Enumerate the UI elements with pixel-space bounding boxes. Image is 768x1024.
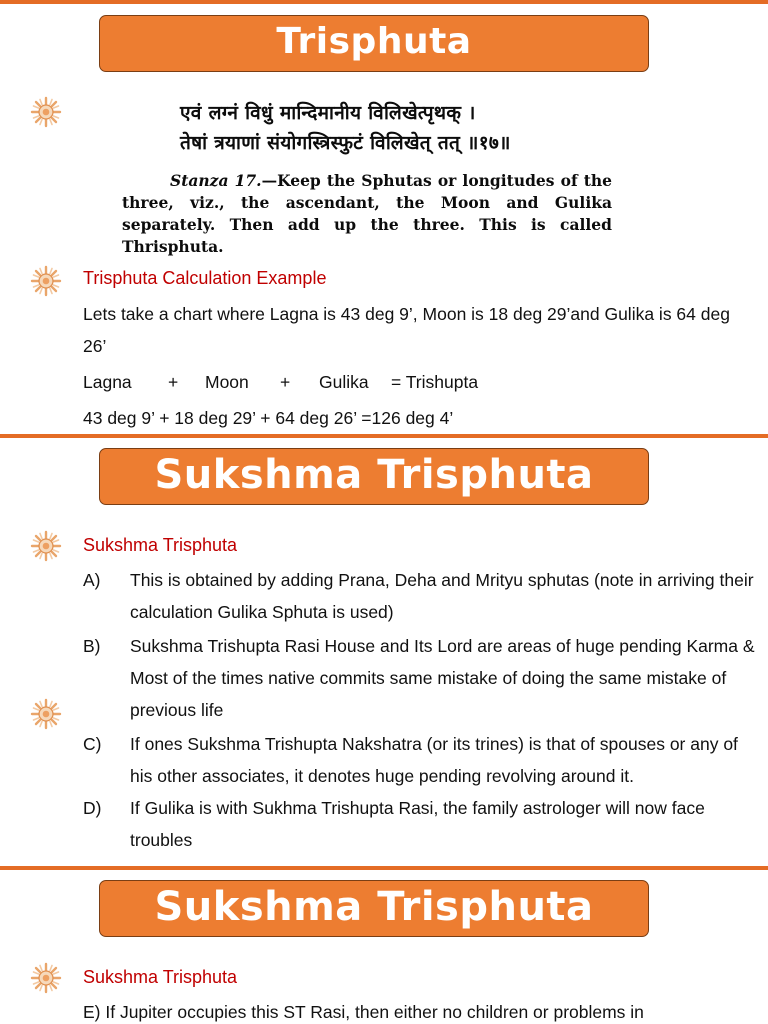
- slide3-title-banner: Sukshma Trisphuta: [99, 880, 649, 937]
- list-item: [83, 564, 753, 628]
- devanagari-verse-line2: तेषां त्रयाणां संयोगस्त्रिस्फुटं विलिखेत् तत् ॥१७॥: [180, 132, 511, 154]
- formula-result: = Trishupta: [391, 372, 479, 392]
- sun-bullet-icon: [30, 698, 62, 730]
- slide-divider-rule: [0, 866, 768, 870]
- list-item: [83, 630, 753, 726]
- list-item-text: Sukshma Trishupta Rasi House and Its Lord are areas of huge pending Karma & Most of the times native commits same mistake of doing the same mistake of previous life: [130, 636, 755, 720]
- formula-numbers: 43 deg 9’ + 18 deg 29’ + 64 deg 26’ =126 deg 4’: [83, 408, 454, 428]
- sun-bullet-icon: [30, 96, 62, 128]
- list-item-e: E) If Jupiter occupies this ST Rasi, then either no children or problems in: [83, 1002, 644, 1022]
- formula-plus: +: [168, 372, 179, 392]
- slide-divider-rule: [0, 434, 768, 438]
- stanza-text: —Keep the Sphutas or longitudes of the three, viz., the ascendant, the Moon and Gulika separately. Then add up the three. This is called Thrisphuta.: [122, 171, 612, 256]
- formula-words-row: [83, 366, 683, 398]
- list-item: [83, 792, 753, 856]
- formula-gulika: Gulika: [319, 372, 369, 392]
- devanagari-verse-line1: एवं लग्नं विधुं मान्दिमानीय विलिखेत्पृथक् ।: [180, 102, 476, 124]
- list-item-label: A): [83, 570, 101, 590]
- stanza-scan: [122, 98, 612, 258]
- list-item-text: If Gulika is with Sukhma Trishupta Rasi, the family astrologer will now face troubles: [130, 798, 705, 850]
- formula-plus: +: [280, 372, 291, 392]
- stanza-label: Stanza 17.: [170, 171, 262, 190]
- slide3-heading: Sukshma Trisphuta: [83, 967, 238, 987]
- slide2-heading: Sukshma Trisphuta: [83, 535, 238, 555]
- list-item-label: D): [83, 798, 102, 818]
- list-item-text: If ones Sukshma Trishupta Nakshatra (or its trines) is that of spouses or any of his other associates, it denotes huge pending revolving around it.: [130, 734, 738, 786]
- example-heading: Trisphuta Calculation Example: [83, 268, 327, 288]
- sun-bullet-icon: [30, 265, 62, 297]
- sun-bullet-icon: [30, 962, 62, 994]
- slide2-title-banner: Sukshma Trisphuta: [99, 448, 649, 505]
- stanza-translation: [122, 170, 612, 258]
- sun-bullet-icon: [30, 530, 62, 562]
- list-item-label: C): [83, 734, 102, 754]
- example-paragraph: Lets take a chart where Lagna is 43 deg 9’, Moon is 18 deg 29’and Gulika is 64 deg 26’: [83, 304, 730, 356]
- formula-lagna: Lagna: [83, 372, 132, 392]
- slide1-title-banner: Trisphuta: [99, 15, 649, 72]
- list-item: [83, 728, 753, 792]
- slide-top-rule: [0, 0, 768, 4]
- list-item-label: B): [83, 636, 101, 656]
- list-item-text: This is obtained by adding Prana, Deha and Mrityu sphutas (note in arriving their calculation Gulika Sphuta is used): [130, 570, 754, 622]
- formula-moon: Moon: [205, 372, 249, 392]
